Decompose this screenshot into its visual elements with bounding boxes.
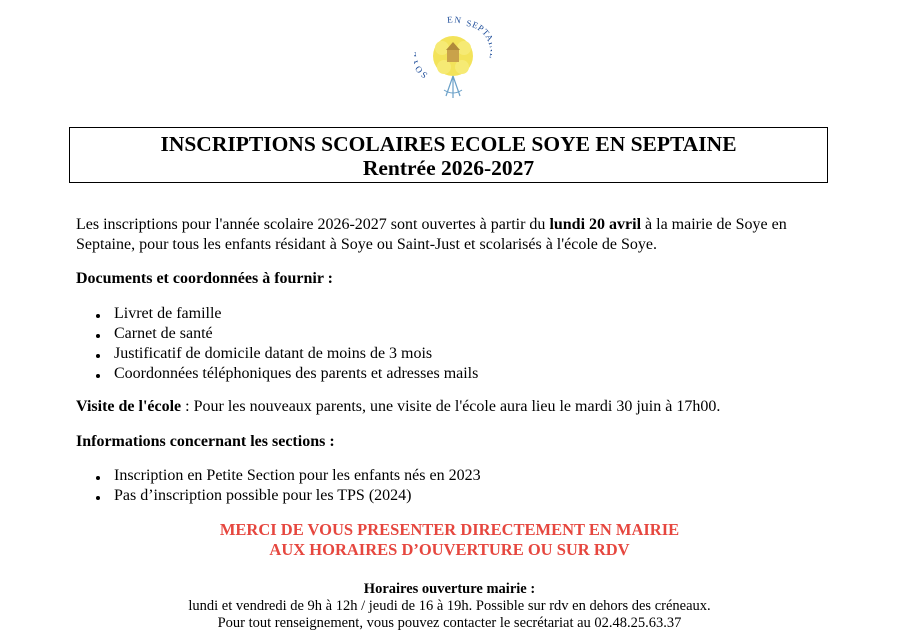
documents-list bbox=[76, 304, 478, 384]
list-item: Coordonnées téléphoniques des parents et adresses mails bbox=[76, 364, 478, 384]
sections-list bbox=[76, 466, 481, 506]
documents-heading: Documents et coordonnées à fournir : bbox=[76, 270, 334, 287]
list-item: Livret de famille bbox=[76, 304, 478, 324]
page-subtitle: Rentrée 2026-2027 bbox=[362, 156, 535, 180]
visit-paragraph bbox=[76, 397, 856, 417]
sections-heading: Informations concernant les sections : bbox=[76, 433, 335, 450]
town-emblem-icon bbox=[414, 12, 492, 102]
hours-line-2: Pour tout renseignement, vous pouvez contacter le secrétariat au 02.48.25.63.37 bbox=[217, 615, 682, 631]
list-item: Justificatif de domicile datant de moins de 3 mois bbox=[76, 344, 478, 364]
list-item: Carnet de santé bbox=[76, 324, 478, 344]
intro-date: lundi 20 avril bbox=[549, 216, 642, 233]
hours-heading: Horaires ouverture mairie : bbox=[363, 581, 536, 597]
title-box bbox=[69, 127, 828, 183]
visit-text: : Pour les nouveaux parents, une visite de l'école aura lieu le mardi 30 juin à 17h00. bbox=[181, 398, 721, 415]
list-item: Inscription en Petite Section pour les enfants nés en 2023 bbox=[76, 466, 481, 486]
intro-text-after: à la mairie de Soye en Septaine, pour tous les enfants résidant à Soye ou Saint-Just et scolarisés à l'école de Soye. bbox=[76, 216, 787, 253]
svg-text:SOYE: S bbox=[418, 68, 430, 81]
page-title: INSCRIPTIONS SCOLAIRES ECOLE SOYE EN SEPTAINE bbox=[160, 132, 737, 156]
intro-paragraph bbox=[76, 215, 836, 255]
intro-text-before: Les inscriptions pour l'année scolaire 2026-2027 sont ouvertes à partir du bbox=[76, 216, 550, 233]
town-logo bbox=[414, 12, 492, 102]
visit-label: Visite de l'école bbox=[76, 398, 182, 415]
notice-line-1: MERCI DE VOUS PRESENTER DIRECTEMENT EN MAIRIE bbox=[219, 520, 680, 539]
hours-line-1: lundi et vendredi de 9h à 12h / jeudi de 16 à 19h. Possible sur rdv en dehors des créneaux. bbox=[188, 598, 711, 614]
list-item: Pas d’inscription possible pour les TPS (2024) bbox=[76, 486, 481, 506]
svg-text:EN: EN bbox=[446, 14, 463, 26]
svg-text:SEPTAINE: SEPT bbox=[465, 17, 492, 38]
notice-line-2: AUX HORAIRES D’OUVERTURE OU SUR RDV bbox=[269, 540, 630, 559]
